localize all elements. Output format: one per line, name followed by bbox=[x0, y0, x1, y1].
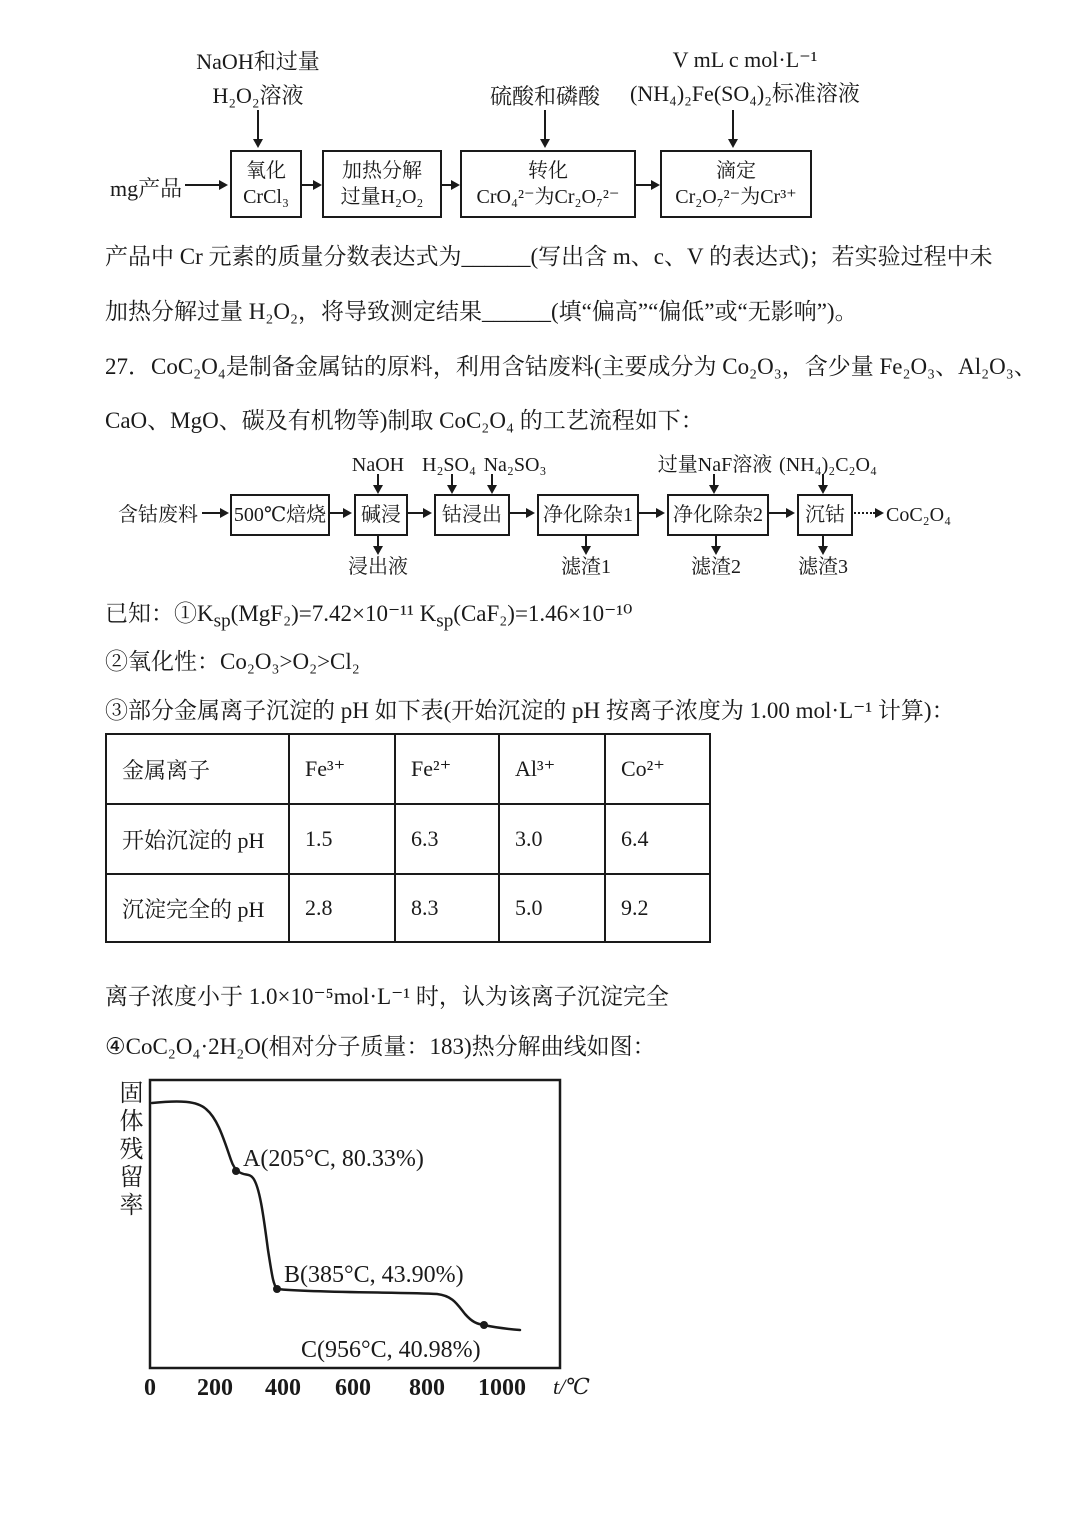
reagent-label-h2so4: H₂SO₄ bbox=[422, 454, 476, 476]
q27-stem-line2: CaO、MgO、碳及有机物等)制取 CoC₂O₄ 的工艺流程如下： bbox=[105, 408, 704, 433]
point-C-label: C(956°C, 40.98%) bbox=[301, 1337, 481, 1363]
table-row bbox=[106, 874, 710, 942]
tg-curve-chart bbox=[105, 1070, 625, 1415]
reagent-label-naf: 过量NaF溶液 bbox=[657, 454, 773, 476]
ph-table bbox=[105, 733, 711, 943]
ph-table-cell: 5.0 bbox=[499, 874, 605, 942]
point-C-marker bbox=[480, 1321, 488, 1329]
flow-output-label: CoC₂O₄ bbox=[886, 504, 952, 526]
known-line2: ②氧化性：Co₂O₃>O₂>Cl₂ bbox=[105, 649, 360, 674]
flow-input-label: 含钴废料 bbox=[118, 504, 198, 526]
point-A-marker bbox=[232, 1167, 240, 1175]
arrow-right-icon bbox=[300, 184, 313, 186]
reagent-label-naoh-h2o2: NaOH和过量 H₂O₂溶液 bbox=[196, 49, 320, 109]
ph-table-cell: 8.3 bbox=[395, 874, 499, 942]
arrow-right-icon bbox=[508, 512, 526, 514]
point-B-label: B(385°C, 43.90%) bbox=[284, 1262, 464, 1288]
flow-step-purify-1: 净化除杂1 bbox=[537, 494, 639, 536]
x-tick-800: 800 bbox=[409, 1375, 445, 1401]
flow-step-roast: 500℃焙烧 bbox=[230, 494, 330, 536]
known-line3: ③部分金属离子沉淀的 pH 如下表(开始沉淀的 pH 按离子浓度为 1.00 mol·L⁻¹ 计算)： bbox=[105, 698, 955, 723]
ph-table-row-label: 沉淀完全的 pH bbox=[106, 874, 289, 942]
ph-table-row-label: 开始沉淀的 pH bbox=[106, 804, 289, 874]
known-line1: 已知：$①K_{sp}(MgF_2)=7.42\times 10^{-11}$ $K_{sp}(CaF_2)=1.46\times 10^{-10}$ bbox=[105, 601, 633, 632]
ph-table-header-cell: Co²⁺ bbox=[605, 734, 710, 804]
flow-step-oxidize: 氧化 CrCl₃ bbox=[230, 150, 302, 218]
x-tick-200: 200 bbox=[197, 1375, 233, 1401]
x-tick-1000: 1000 bbox=[478, 1375, 526, 1401]
flow-step-titrate: 滴定 Cr₂O₇²⁻为Cr³⁺ bbox=[660, 150, 812, 218]
arrow-down-icon bbox=[713, 474, 715, 485]
reagent-label-acids: 硫酸和磷酸 bbox=[489, 84, 600, 109]
plot-border bbox=[150, 1080, 560, 1368]
ph-table-header-cell: Al³⁺ bbox=[499, 734, 605, 804]
arrow-down-icon bbox=[491, 474, 493, 485]
arrow-right-icon bbox=[634, 184, 651, 186]
ph-table-cell: 6.3 bbox=[395, 804, 499, 874]
x-tick-400: 400 bbox=[265, 1375, 301, 1401]
flow-step-cobalt-leach: 钴浸出 bbox=[434, 494, 510, 536]
reagent-label-na2so3: Na₂SO₃ bbox=[483, 454, 547, 476]
flow-output-leachate: 浸出液 bbox=[348, 556, 408, 578]
q26-text-line1: 产品中 Cr 元素的质量分数表达式为______(写出含 m、c、V 的表达式)；若实验过程中未 bbox=[105, 244, 993, 269]
flow-step-alkali-leach: 碱浸 bbox=[354, 494, 408, 536]
arrow-down-icon bbox=[377, 474, 379, 485]
arrow-right-icon bbox=[440, 184, 451, 186]
q26-text-line2: 加热分解过量 H₂O₂，将导致测定结果______(填“偏高”“偏低”或“无影响”)。 bbox=[105, 299, 858, 324]
ph-table-cell: 6.4 bbox=[605, 804, 710, 874]
flow-step-decompose: 加热分解 过量H₂O₂ bbox=[322, 150, 442, 218]
reagent-label-ammonium-oxalate: (NH₄)₂C₂O₄ bbox=[779, 454, 877, 476]
q27-stem-line1: 27．CoC₂O₄是制备金属钴的原料，利用含钴废料(主要成分为 Co₂O₃，含少量 Fe₂O₃、Al₂O₃、 bbox=[105, 354, 1037, 379]
ph-table-cell: 9.2 bbox=[605, 874, 710, 942]
arrow-down-icon bbox=[822, 534, 824, 546]
arrow-right-icon bbox=[767, 512, 786, 514]
chart-x-axis-label: t/℃ bbox=[553, 1374, 590, 1399]
flow-output-residue-3: 滤渣3 bbox=[798, 556, 848, 578]
flow-input-label: mg产品 bbox=[110, 176, 183, 201]
ph-table-cell: 2.8 bbox=[289, 874, 395, 942]
flow-output-residue-2: 滤渣2 bbox=[691, 556, 741, 578]
reagent-label-naoh: NaOH bbox=[351, 454, 405, 476]
tg-curve bbox=[152, 1101, 520, 1330]
ph-table-header-cell: Fe²⁺ bbox=[395, 734, 499, 804]
arrow-right-icon bbox=[406, 512, 423, 514]
arrow-right-icon bbox=[202, 512, 220, 514]
ph-table-header-cell: 金属离子 bbox=[106, 734, 289, 804]
note4-decomposition: ④CoC₂O₄·2H₂O(相对分子质量：183)热分解曲线如图： bbox=[105, 1034, 656, 1059]
note-complete-precipitation: 离子浓度小于 1.0×10⁻⁵mol·L⁻¹ 时，认为该离子沉淀完全 bbox=[105, 984, 669, 1009]
arrow-right-icon bbox=[328, 512, 343, 514]
point-B-marker bbox=[273, 1285, 281, 1293]
ph-table-header-cell: Fe³⁺ bbox=[289, 734, 395, 804]
flow-step-convert: 转化 CrO₄²⁻为Cr₂O₇²⁻ bbox=[460, 150, 636, 218]
arrow-right-icon bbox=[185, 184, 219, 186]
ph-table-cell: 3.0 bbox=[499, 804, 605, 874]
reagent-label-standard-solution: V mL c mol·L⁻¹ (NH₄)₂Fe(SO₄)₂标准溶液 bbox=[630, 47, 860, 107]
flow-step-purify-2: 净化除杂2 bbox=[667, 494, 769, 536]
x-tick-600: 600 bbox=[335, 1375, 371, 1401]
ph-table-cell: 1.5 bbox=[289, 804, 395, 874]
flow-step-precipitate-cobalt: 沉钴 bbox=[797, 494, 853, 536]
arrow-down-icon bbox=[377, 534, 379, 546]
chart-y-axis-label: 固体残留率 bbox=[115, 1080, 141, 1220]
arrow-down-icon bbox=[451, 474, 453, 485]
flow-output-residue-1: 滤渣1 bbox=[561, 556, 611, 578]
arrow-down-icon bbox=[257, 110, 259, 139]
point-A-label: A(205°C, 80.33%) bbox=[243, 1146, 424, 1172]
arrow-right-icon bbox=[637, 512, 656, 514]
arrow-down-icon bbox=[544, 110, 546, 139]
arrow-right-dotted-icon bbox=[851, 512, 875, 514]
arrow-down-icon bbox=[585, 534, 587, 546]
arrow-down-icon bbox=[715, 534, 717, 546]
arrow-down-icon bbox=[822, 474, 824, 485]
table-row bbox=[106, 804, 710, 874]
arrow-down-icon bbox=[732, 110, 734, 139]
x-tick-0: 0 bbox=[144, 1375, 156, 1401]
